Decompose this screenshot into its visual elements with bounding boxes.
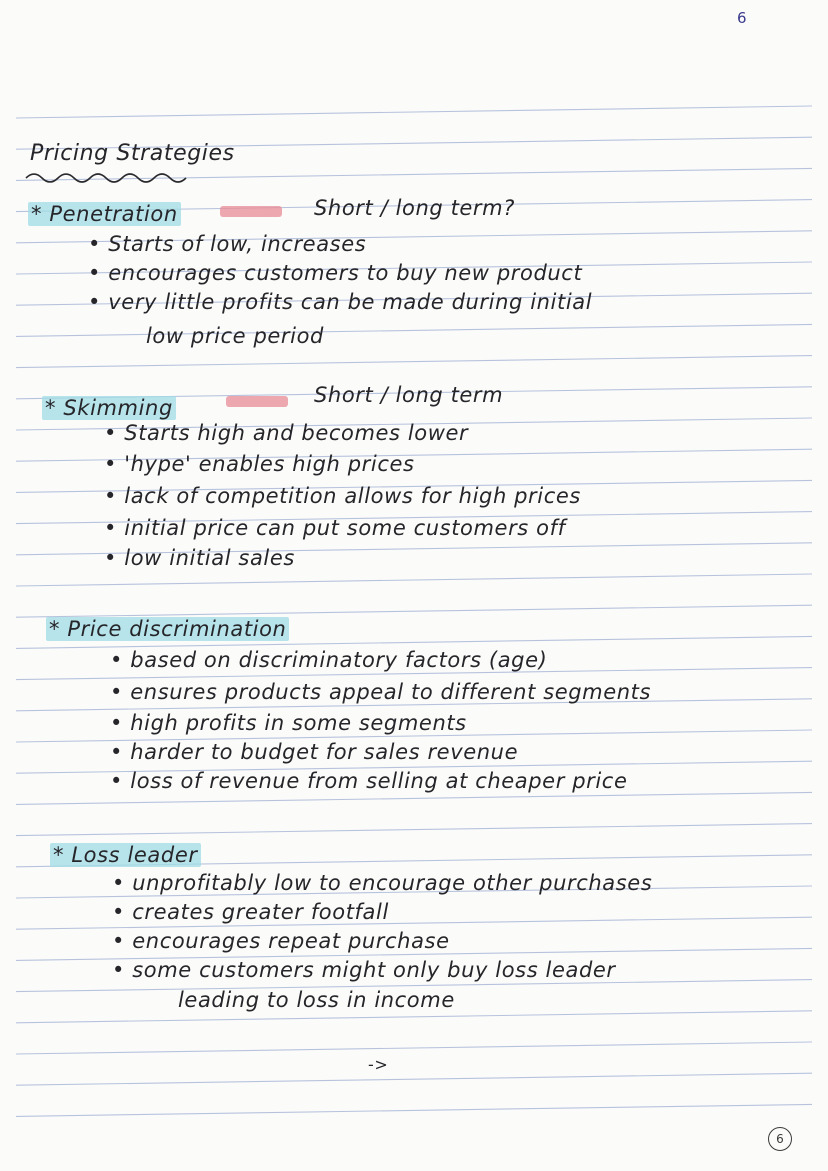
section-term: Short / long term? — [314, 196, 515, 220]
list-item: • very little profits can be made during initial — [88, 290, 593, 314]
section-term: Short / long term — [314, 383, 504, 407]
circled-page-number: 6 — [768, 1127, 792, 1151]
pink-highlight-swatch — [226, 396, 288, 407]
rule-line — [16, 1042, 812, 1054]
list-item: • encourages customers to buy new product — [88, 261, 583, 285]
list-item: • ensures products appeal to different segments — [110, 680, 652, 704]
rule-line — [16, 168, 812, 180]
list-item-continuation: low price period — [146, 324, 324, 348]
rule-line — [16, 324, 812, 336]
rule-line — [16, 792, 812, 804]
list-item: • harder to budget for sales revenue — [110, 740, 519, 764]
list-item: • high profits in some segments — [110, 711, 467, 735]
list-item: • unprofitably low to encourage other purchases — [112, 871, 653, 895]
rule-line — [16, 1104, 812, 1116]
list-item: • initial price can put some customers off — [104, 516, 566, 540]
list-item: • loss of revenue from selling at cheaper price — [110, 769, 628, 793]
list-item: • Starts high and becomes lower — [104, 421, 469, 445]
list-item: • based on discriminatory factors (age) — [110, 648, 548, 672]
list-item: • lack of competition allows for high prices — [104, 484, 581, 508]
list-item: • 'hype' enables high prices — [104, 452, 415, 476]
corner-page-number: 6 — [737, 9, 748, 27]
section-heading: * Loss leader — [50, 843, 201, 867]
rule-line — [16, 574, 812, 586]
rule-line — [16, 356, 812, 368]
rule-line — [16, 1011, 812, 1023]
pink-highlight-swatch — [220, 206, 282, 217]
section-heading: * Penetration — [28, 202, 181, 226]
list-item: • Starts of low, increases — [88, 232, 367, 256]
list-item: • encourages repeat purchase — [112, 929, 450, 953]
rule-line — [16, 106, 812, 118]
list-item-continuation: leading to loss in income — [178, 988, 455, 1012]
list-item: • some customers might only buy loss leader — [112, 958, 616, 982]
list-item: • low initial sales — [104, 546, 295, 570]
section-heading: * Price discrimination — [46, 617, 289, 641]
list-item: • creates greater footfall — [112, 900, 389, 924]
rule-line — [16, 824, 812, 836]
continue-arrow: -> — [368, 1055, 389, 1074]
rule-line — [16, 605, 812, 617]
page-title: Pricing Strategies — [30, 141, 235, 166]
rule-line — [16, 1073, 812, 1085]
section-heading: * Skimming — [42, 396, 176, 420]
